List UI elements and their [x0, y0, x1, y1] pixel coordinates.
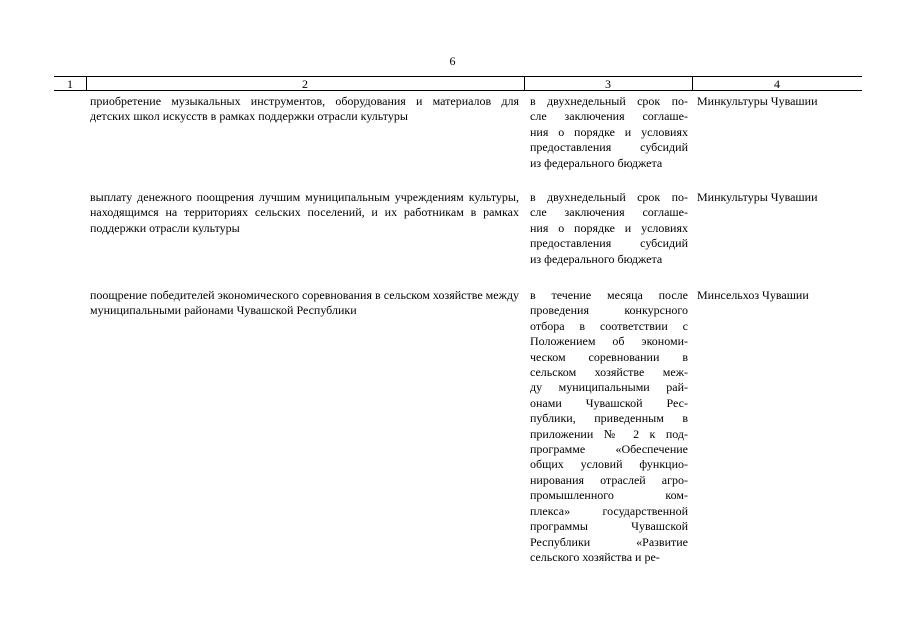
deadline-line: ду муниципальными рай- — [530, 380, 688, 395]
deadline-line: сельского хозяйства и ре- — [530, 549, 660, 564]
deadline-line: промышленного ком- — [530, 488, 688, 503]
deadline-line: программы Чувашской — [530, 519, 688, 534]
deadline-line: сле заключения соглаше- — [530, 109, 688, 124]
deadline-line: предоставления субсидий — [530, 236, 688, 251]
deadline-line: ческом соревновании в — [530, 349, 688, 364]
deadline-line: приложении № 2 к под- — [530, 426, 688, 441]
table-row-2-responsible: Минкультуры Чувашии — [697, 190, 818, 204]
deadline-line: Республики «Развитие — [530, 534, 688, 549]
deadline-line: ния о порядке и условиях — [530, 220, 688, 235]
deadline-line: в двухнедельный срок по- — [530, 190, 688, 204]
table-top-border — [54, 76, 862, 77]
deadline-line: общих условий функцио- — [530, 457, 688, 472]
deadline-line: из федерального бюджета — [530, 155, 663, 170]
table-row-3-description: поощрение победителей экономического соревнования в сельском хозяйстве между муниципальными районами Чувашской Республики — [90, 288, 519, 318]
deadline-line: предоставления субсидий — [530, 140, 688, 155]
deadline-line: отбора в соответствии с — [530, 318, 688, 333]
column-number-1: 1 — [67, 77, 73, 91]
table-row-1-description: приобретение музыкальных инструментов, оборудования и материалов для детских школ искусств в рамках поддержки отрасли культуры — [90, 94, 519, 124]
deadline-line: программе «Обеспечение — [530, 442, 688, 457]
deadline-line: нирования отраслей агро- — [530, 472, 688, 487]
deadline-line: публики, приведенным в — [530, 411, 688, 426]
column-number-4: 4 — [774, 77, 780, 91]
column-number-3: 3 — [605, 77, 611, 91]
table-row-3-responsible: Минсельхоз Чувашии — [697, 288, 809, 302]
deadline-line: сельском хозяйстве меж- — [530, 365, 688, 380]
deadline-line: проведения конкурсного — [530, 303, 688, 318]
deadline-line: сле заключения соглаше- — [530, 205, 688, 220]
page-number: 6 — [449, 54, 456, 68]
deadline-line: онами Чувашской Рес- — [530, 395, 688, 410]
deadline-line: в двухнедельный срок по- — [530, 94, 688, 108]
table-row-1-responsible: Минкультуры Чувашии — [697, 94, 818, 108]
deadline-line: Положением об экономи- — [530, 334, 688, 349]
table-row-2-deadline — [530, 190, 688, 267]
table-row-1-deadline — [530, 94, 688, 171]
table-row-3-deadline — [530, 288, 688, 565]
deadline-line: плекса» государственной — [530, 503, 688, 518]
deadline-line: из федерального бюджета — [530, 251, 663, 266]
column-number-2: 2 — [302, 77, 308, 91]
deadline-line: ния о порядке и условиях — [530, 124, 688, 139]
table-row-2-description: выплату денежного поощрения лучшим муниципальным учреждениям культуры, находящимся на территориях сельских поселений, и их работникам в рамках поддержки отрасли культуры — [90, 190, 519, 235]
deadline-line: в течение месяца после — [530, 288, 688, 302]
